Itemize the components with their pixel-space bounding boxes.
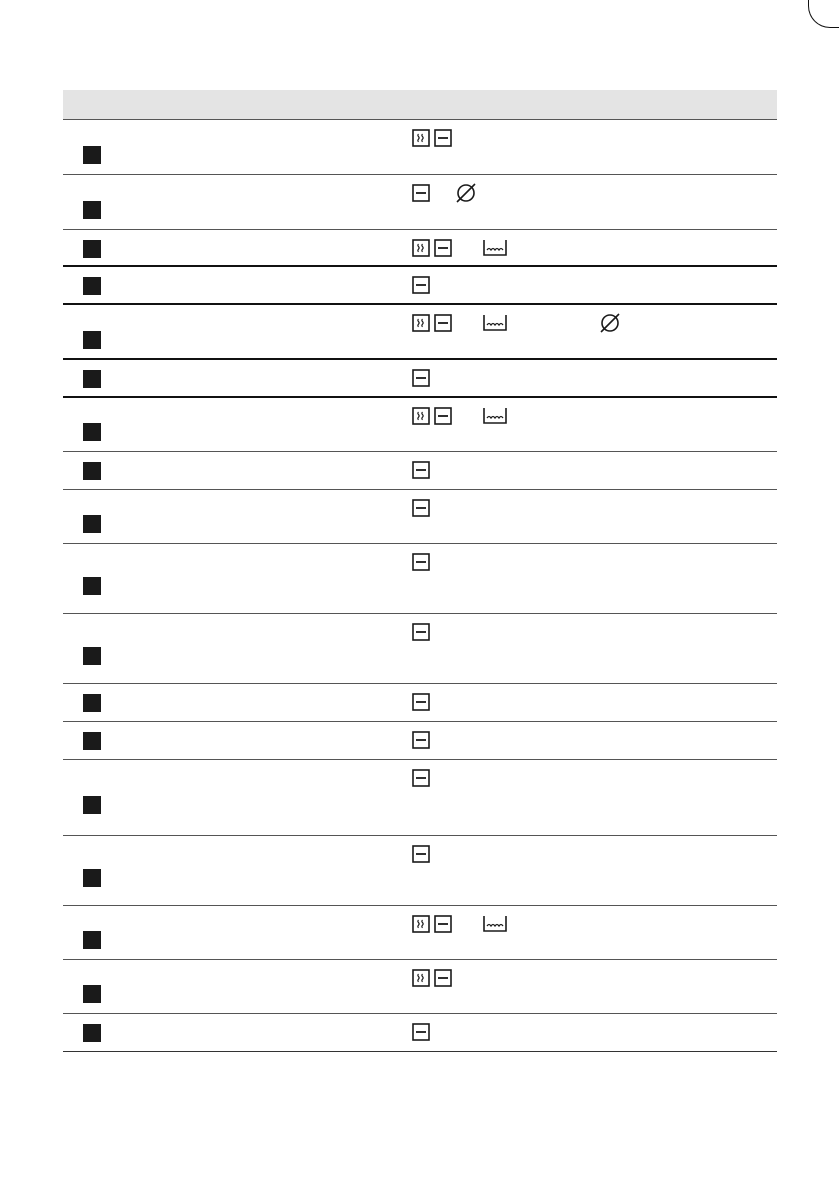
heat-box-icon — [412, 129, 430, 152]
minus-box-icon — [434, 969, 452, 992]
table-body — [63, 120, 777, 1052]
row-marker — [83, 732, 101, 750]
minus-box-icon — [412, 623, 430, 646]
row-marker — [83, 931, 101, 949]
row-marker — [83, 985, 101, 1003]
table-row — [63, 175, 777, 230]
water-tray-icon — [482, 239, 508, 262]
minus-box-icon — [434, 407, 452, 430]
table-header — [63, 90, 777, 120]
row-marker — [83, 423, 101, 441]
row-marker — [83, 515, 101, 533]
heat-box-icon — [412, 314, 430, 337]
row-marker — [83, 146, 101, 164]
program-table — [63, 90, 777, 1052]
table-row — [63, 490, 777, 544]
heat-box-icon — [412, 407, 430, 430]
water-tray-icon — [482, 314, 508, 337]
minus-box-icon — [412, 461, 430, 484]
table-row — [63, 120, 777, 175]
row-marker — [83, 370, 101, 388]
table-row — [63, 960, 777, 1014]
table-row — [63, 722, 777, 760]
row-marker — [83, 201, 101, 219]
minus-box-icon — [412, 731, 430, 754]
header-col-3 — [405, 90, 777, 120]
table-row — [63, 452, 777, 490]
table-row — [63, 267, 777, 305]
row-marker — [83, 331, 101, 349]
row-marker — [83, 240, 101, 258]
table-row — [63, 398, 777, 452]
table-row — [63, 836, 777, 906]
minus-box-icon — [412, 553, 430, 576]
table-row — [63, 684, 777, 722]
minus-box-icon — [434, 915, 452, 938]
row-marker — [83, 577, 101, 595]
row-marker — [83, 796, 101, 814]
table-row — [63, 1014, 777, 1052]
header-col-1 — [63, 90, 273, 120]
minus-box-icon — [412, 369, 430, 392]
water-tray-icon — [482, 407, 508, 430]
heat-box-icon — [412, 239, 430, 262]
minus-box-icon — [434, 129, 452, 152]
minus-box-icon — [412, 184, 430, 207]
table-row — [63, 906, 777, 960]
diameter-icon — [454, 181, 478, 210]
minus-box-icon — [434, 314, 452, 337]
row-marker — [83, 647, 101, 665]
table-row — [63, 360, 777, 398]
heat-box-icon — [412, 915, 430, 938]
minus-box-icon — [434, 239, 452, 262]
page-edge-mark — [808, 0, 839, 28]
minus-box-icon — [412, 693, 430, 716]
heat-box-icon — [412, 969, 430, 992]
row-marker — [83, 869, 101, 887]
header-col-2 — [273, 90, 405, 120]
row-marker — [83, 694, 101, 712]
table-row — [63, 614, 777, 684]
row-marker — [83, 277, 101, 295]
minus-box-icon — [412, 769, 430, 792]
minus-box-icon — [412, 1023, 430, 1046]
table-row — [63, 305, 777, 360]
table-row — [63, 760, 777, 836]
diameter-icon — [598, 311, 622, 340]
row-marker — [83, 462, 101, 480]
minus-box-icon — [412, 276, 430, 299]
table-row — [63, 544, 777, 614]
minus-box-icon — [412, 499, 430, 522]
minus-box-icon — [412, 845, 430, 868]
table-row — [63, 230, 777, 267]
row-marker — [83, 1024, 101, 1042]
water-tray-icon — [482, 915, 508, 938]
